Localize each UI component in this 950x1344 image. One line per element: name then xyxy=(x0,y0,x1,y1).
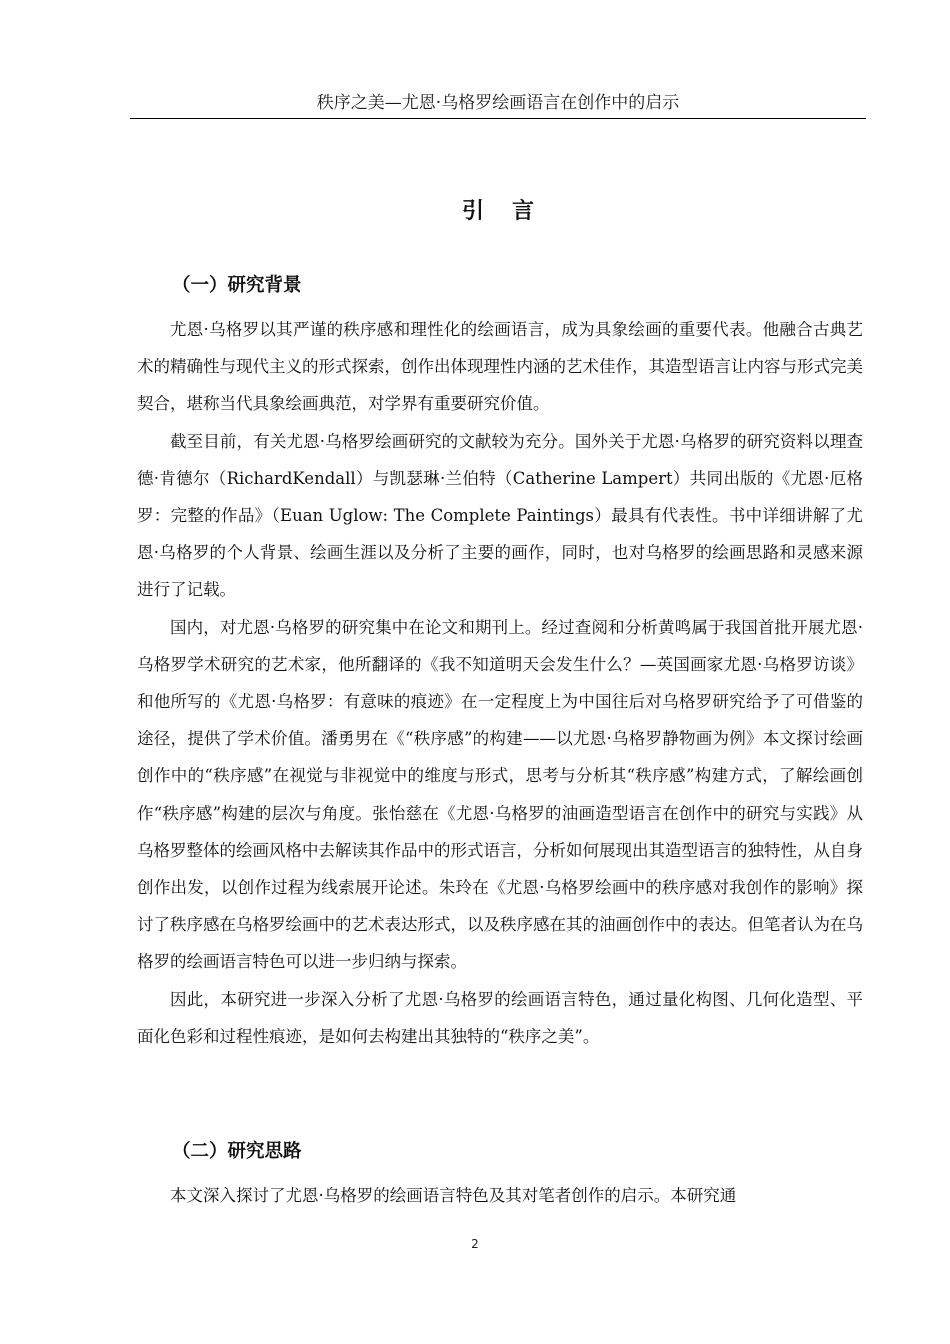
body-paragraph: 因此，本研究进一步深入分析了尤恩·乌格罗的绘画语言特色，通过量化构图、几何化造型、平面化色彩和过程性痕迹，是如何去构建出其独特的“秩序之美”。 xyxy=(137,989,863,1046)
body-paragraph: 国内，对尤恩·乌格罗的研究集中在论文和期刊上。经过查阅和分析黄鸣属于我国首批开展尤恩·乌格罗学术研究的艺术家，他所翻译的《我不知道明天会发生什么？—英国画家尤恩·乌格罗访谈》和他所写的《尤恩·乌格罗：有意味的痕迹》在一定程度上为中国往后对乌格罗研究给予了可借鉴的途径，提供了学术价值。潘勇男在《“秩序感”的构建——以尤恩·乌格罗静物画为例》本文探讨绘画创作中的“秩序感”在视觉与非视觉中的维度与形式，思考与分析其“秩序感”构建方式，了解绘画创作“秩序感”构建的层次与角度。张怡慈在《尤恩·乌格罗的油画造型语言在创作中的研究与实践》从乌格罗整体的绘画风格中去解读其作品中的形式语言，分析如何展现出其造型语言的独特性，从自身创作出发，以创作过程为线索展开论述。朱玲在《尤恩·乌格罗绘画中的秩序感对我创作的影响》探讨了秩序感在乌格罗绘画中的艺术表达形式，以及秩序感在其的油画创作中的表达。但笔者认为在乌格罗的绘画语言特色可以进一步归纳与探索。 xyxy=(137,617,863,972)
section-heading-background: （一）研究背景 xyxy=(172,275,302,296)
section-body-approach xyxy=(137,1177,863,1214)
section-heading-approach: （二）研究思路 xyxy=(172,1141,302,1162)
chapter-title: 引言 xyxy=(461,199,562,224)
running-header: 秩序之美—尤恩·乌格罗绘画语言在创作中的启示 xyxy=(316,93,680,113)
header-rule xyxy=(130,118,866,119)
body-paragraph: 截至目前，有关尤恩·乌格罗绘画研究的文献较为充分。国外关于尤恩·乌格罗的研究资料以理查德·肯德尔（RichardKendall）与凯瑟琳·兰伯特（Catherine Lampert）共同出版的《尤恩·厄格罗：完整的作品》（Euan Uglow: The Complete Paintings）最具有代表性。书中详细讲解了尤恩·乌格罗的个人背景、绘画生涯以及分析了主要的画作，同时，也对乌格罗的绘画思路和灵感来源进行了记载。 xyxy=(137,431,863,600)
body-paragraph: 本文深入探讨了尤恩·乌格罗的绘画语言特色及其对笔者创作的启示。本研究通 xyxy=(170,1186,737,1205)
page-number: 2 xyxy=(471,1237,479,1251)
section-body-background xyxy=(137,311,863,1055)
body-paragraph: 尤恩·乌格罗以其严谨的秩序感和理性化的绘画语言，成为具象绘画的重要代表。他融合古典艺术的精确性与现代主义的形式探索，创作出体现理性内涵的艺术佳作，其造型语言让内容与形式完美契合，堪称当代具象绘画典范，对学界有重要研究价值。 xyxy=(137,320,863,414)
